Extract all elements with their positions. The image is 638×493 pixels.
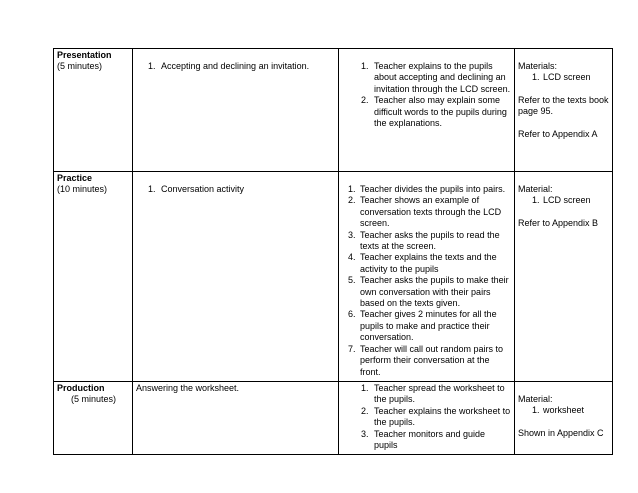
list-item: 1. LCD screen [532, 72, 591, 83]
stage-duration: (5 minutes) [57, 61, 103, 72]
materials-cell [515, 172, 613, 382]
content-cell [133, 49, 339, 172]
materials-cell [515, 381, 613, 454]
materials-list [518, 195, 609, 206]
activities-cell [339, 49, 515, 172]
list-item: 1. Teacher explains to the pupils about accepting and declining an invitation through the LCD screen. [361, 61, 511, 94]
list-item: 1. Conversation activity [148, 184, 245, 194]
stage-title: Practice [57, 173, 93, 183]
table-row [54, 172, 613, 382]
content-cell [133, 381, 339, 454]
activities-list [342, 184, 511, 378]
content-list [136, 61, 335, 72]
lesson-plan-table [53, 48, 613, 455]
stage-cell [54, 172, 133, 382]
activities-cell [339, 381, 515, 454]
stage-duration: (5 minutes) [71, 394, 117, 405]
list-item: 3. Teacher asks the pupils to read the texts at the screen. [348, 229, 500, 252]
materials-heading: Material: [518, 393, 553, 404]
materials-note: Shown in Appendix C [518, 427, 604, 438]
materials-heading: Material: [518, 184, 553, 194]
list-item: 2. Teacher explains the worksheet to the pupils. [361, 405, 511, 428]
materials-cell [515, 49, 613, 172]
list-item: 2. Teacher also may explain some difficult words to the pupils during the explanations. [361, 95, 507, 129]
activities-cell [339, 172, 515, 382]
list-item: 4. Teacher explains the texts and the activity to the pupils [348, 252, 497, 274]
list-item: 6. Teacher gives 2 minutes for all the pupils to make and practice their conversation. [348, 309, 497, 343]
list-item: 1. Teacher divides the pupils into pairs. [348, 184, 506, 194]
materials-list [518, 72, 609, 83]
activities-list [342, 61, 511, 129]
content-cell [133, 172, 339, 382]
content-list [136, 184, 335, 195]
stage-title: Presentation [57, 50, 112, 60]
list-item: 7. Teacher will call out random pairs to perform their conversation at the front. [348, 343, 504, 377]
materials-heading: Materials: [518, 61, 558, 71]
stage-title: Production [57, 382, 105, 393]
list-item: 3. Teacher monitors and guide pupils [361, 428, 486, 450]
table-row [54, 381, 613, 454]
activities-list [342, 383, 511, 451]
list-item: 5. Teacher asks the pupils to make their own conversation with their pairs based on the texts given. [348, 275, 509, 309]
list-item: 1. LCD screen [532, 195, 591, 206]
stage-cell [54, 49, 133, 172]
list-item: 1. Teacher spread the worksheet to the pupils. [361, 382, 505, 405]
list-item: 1. worksheet [532, 405, 585, 416]
materials-note: Refer to Appendix A [518, 128, 598, 139]
list-item: 1. Accepting and declining an invitation. [148, 61, 310, 71]
materials-list [518, 405, 609, 416]
materials-note: Refer to Appendix B [518, 217, 599, 228]
materials-note: Refer to the texts book page 95. [518, 94, 609, 117]
content-text: Answering the worksheet. [136, 382, 240, 393]
stage-duration: (10 minutes) [57, 184, 108, 195]
stage-cell [54, 381, 133, 454]
table-row [54, 49, 613, 172]
list-item: 2. Teacher shows an example of conversation texts through the LCD screen. [348, 195, 502, 229]
